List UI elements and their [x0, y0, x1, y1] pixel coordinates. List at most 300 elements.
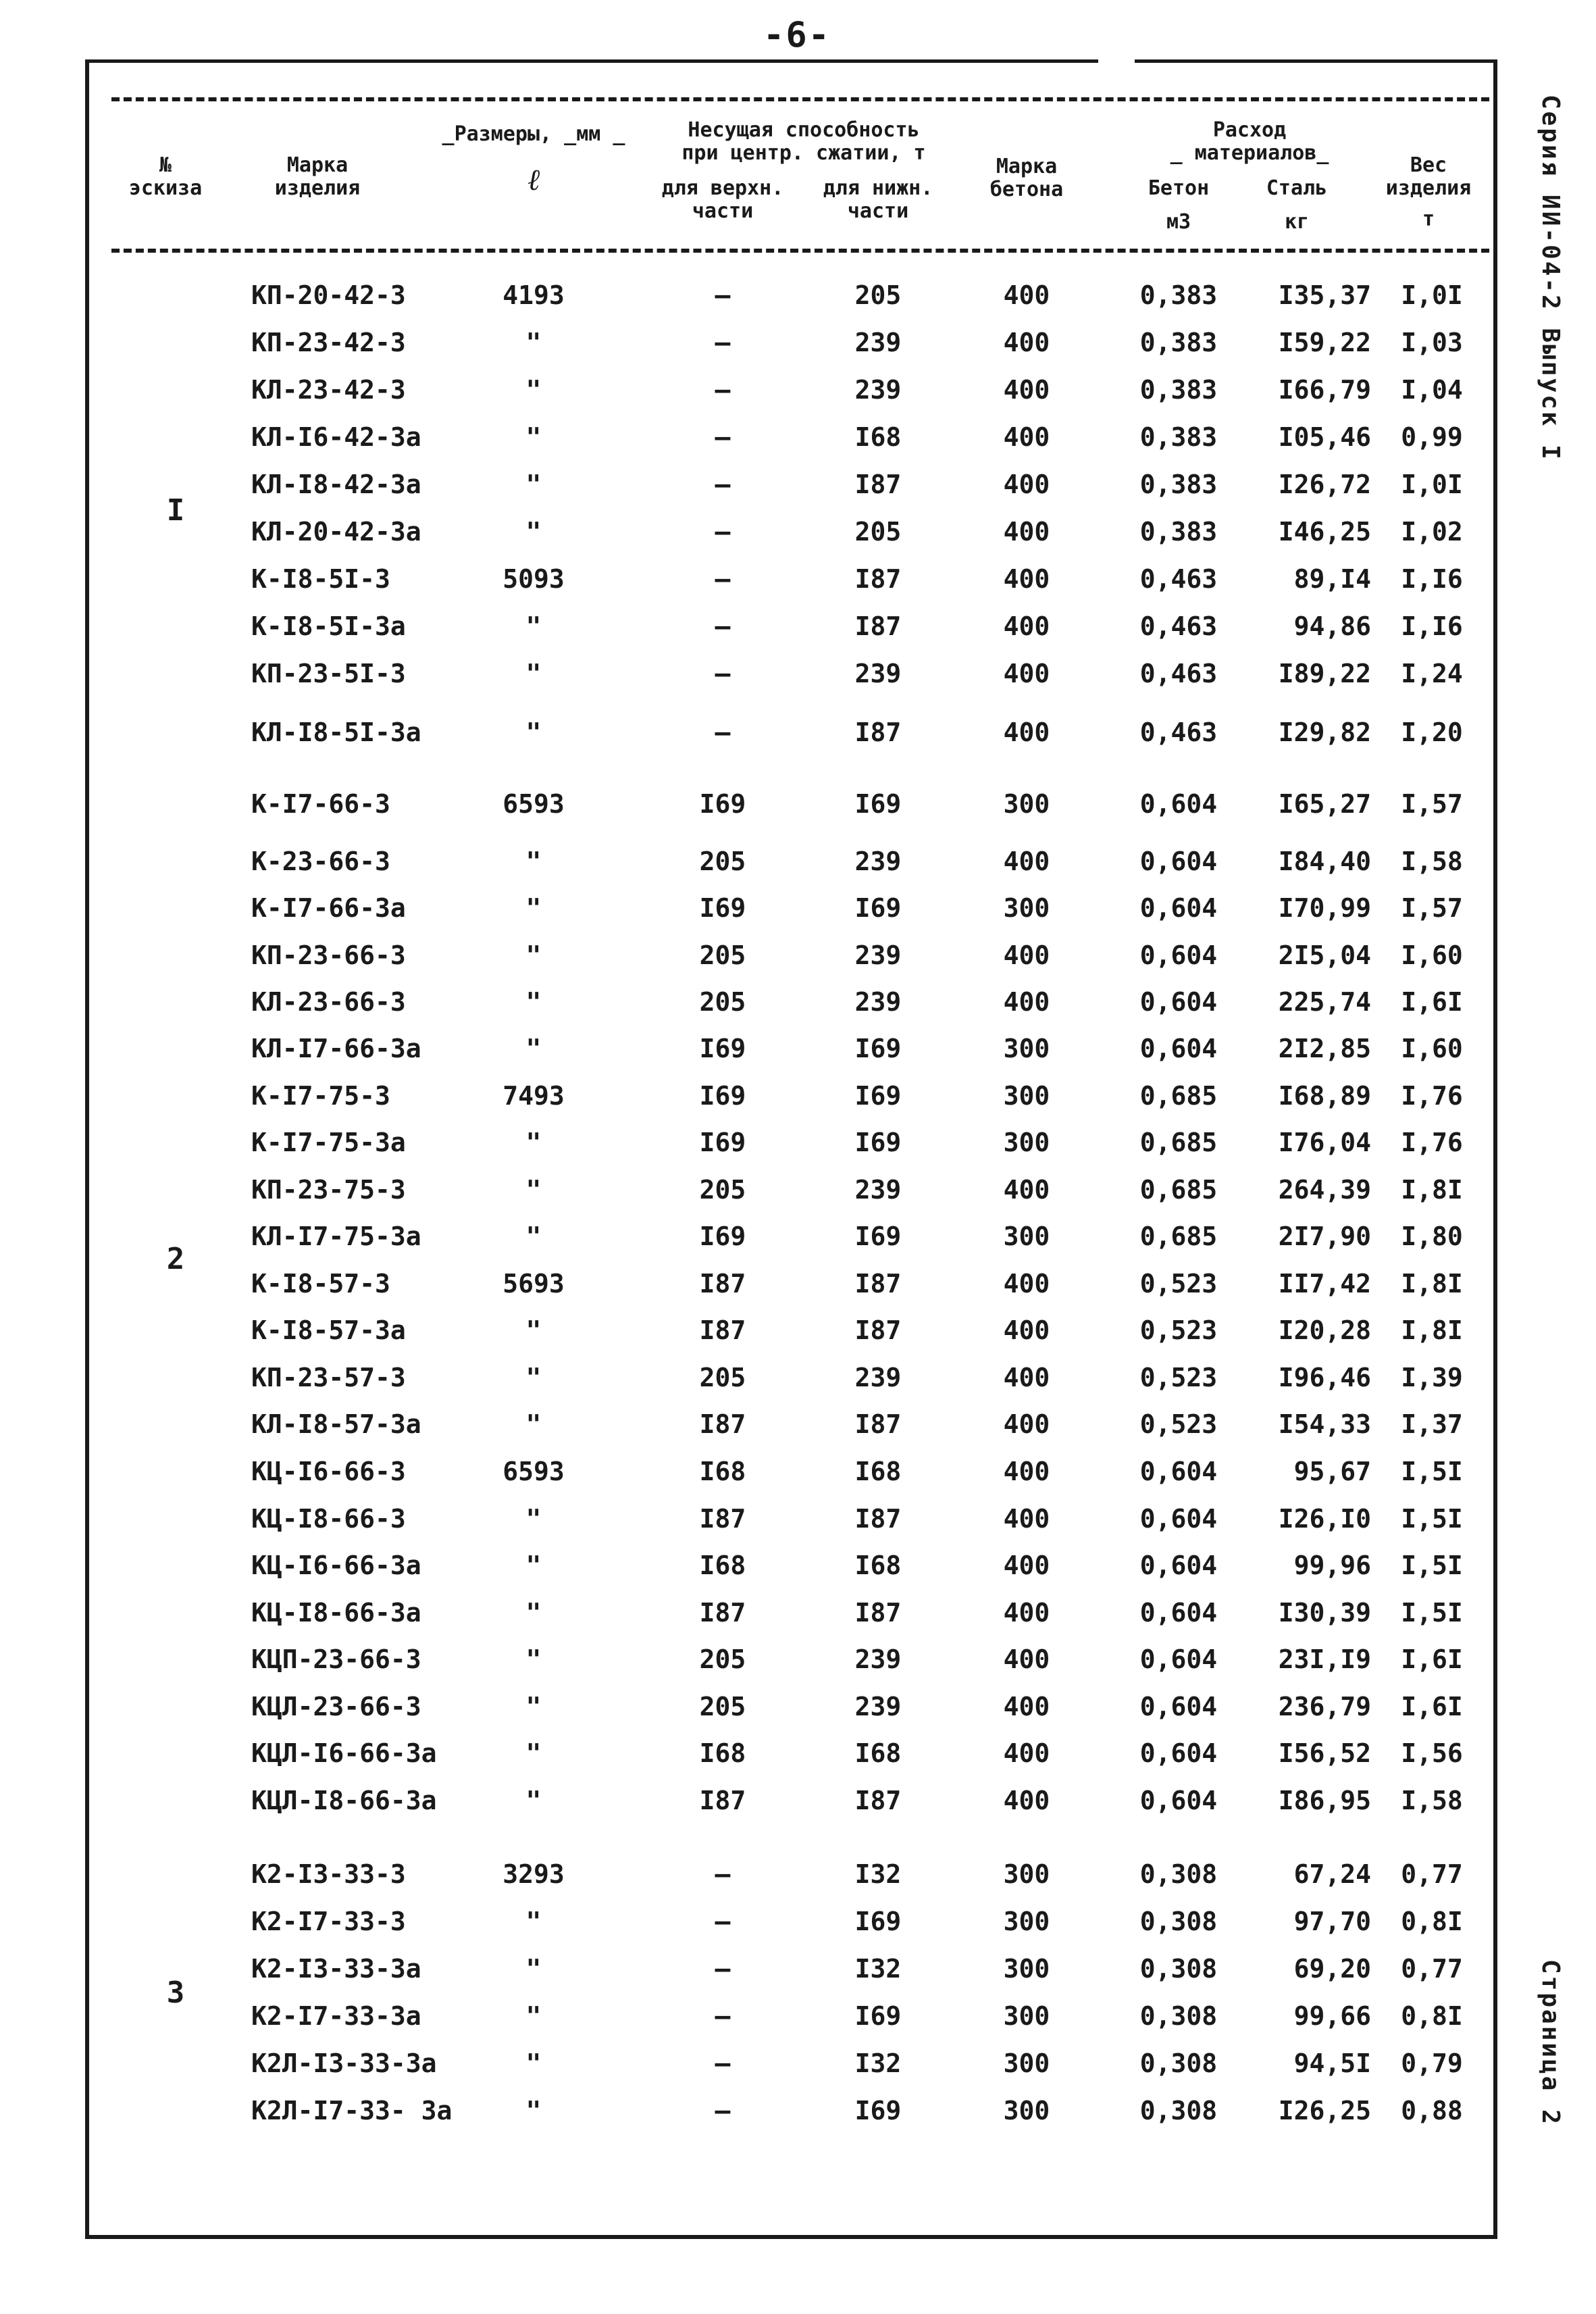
row-capacity-bottom: I69: [854, 893, 902, 923]
row-steel: I65,27: [1278, 789, 1371, 819]
row-weight: I,8I: [1401, 1315, 1463, 1345]
row-steel: 97,70: [1293, 1907, 1371, 1936]
row-length: ": [525, 517, 542, 547]
header-concrete-grade-line1: Марка: [996, 155, 1058, 178]
row-capacity-top: –: [715, 375, 731, 405]
row-steel: 264,39: [1278, 1175, 1371, 1205]
row-steel: II7,42: [1278, 1269, 1371, 1299]
row-weight: 0,88: [1401, 2096, 1463, 2126]
row-capacity-bottom: 239: [854, 1363, 902, 1392]
header-dimensions: _Размеры, _мм _: [442, 122, 625, 146]
row-concrete-grade: 300: [1003, 1859, 1050, 1889]
header-weight-line2: изделия: [1385, 176, 1472, 200]
sketch-label-1: I: [166, 493, 185, 528]
row-concrete-volume: 0,604: [1139, 1786, 1218, 1815]
row-weight: 0,8I: [1401, 1907, 1463, 1936]
row-weight: 0,77: [1401, 1954, 1463, 1984]
header-capacity: [648, 119, 959, 165]
row-concrete-grade: 400: [1003, 987, 1050, 1017]
row-concrete-volume: 0,523: [1139, 1315, 1218, 1345]
row-weight: 0,8I: [1401, 2001, 1463, 2031]
row-weight: I,39: [1401, 1363, 1463, 1392]
row-steel: 2I7,90: [1278, 1222, 1371, 1251]
row-weight: I,I6: [1401, 564, 1463, 594]
row-marka: КЦЛ-I6-66-3а: [251, 1738, 437, 1768]
row-steel: I20,28: [1278, 1315, 1371, 1345]
row-concrete-grade: 400: [1003, 659, 1050, 688]
row-capacity-bottom: I68: [854, 1551, 902, 1580]
row-capacity-bottom: I69: [854, 1034, 902, 1063]
row-marka: К-I7-66-3: [251, 789, 390, 819]
row-length: ": [525, 847, 542, 876]
row-weight: I,5I: [1401, 1457, 1463, 1486]
row-capacity-bottom: I87: [854, 1598, 902, 1628]
header-concrete-grade: [973, 155, 1081, 201]
row-weight: I,5I: [1401, 1551, 1463, 1580]
row-length: ": [525, 1175, 542, 1205]
row-concrete-grade: 400: [1003, 1786, 1050, 1815]
row-concrete-volume: 0,463: [1139, 564, 1218, 594]
row-length: ": [525, 893, 542, 923]
row-marka: КЛ-23-42-3: [251, 375, 406, 405]
row-weight: I,60: [1401, 1034, 1463, 1063]
row-steel: I35,37: [1278, 280, 1371, 310]
row-concrete-volume: 0,383: [1139, 517, 1218, 547]
row-length: ": [525, 718, 542, 747]
row-capacity-top: 205: [699, 987, 746, 1017]
row-weight: I,I6: [1401, 611, 1463, 641]
row-capacity-top: 205: [699, 1644, 746, 1674]
row-concrete-volume: 0,463: [1139, 611, 1218, 641]
row-capacity-top: I69: [699, 1081, 746, 1111]
row-marka: КП-23-75-3: [251, 1175, 406, 1205]
row-length: ": [525, 2001, 542, 2031]
row-capacity-bottom: I69: [854, 1081, 902, 1111]
row-concrete-volume: 0,685: [1139, 1175, 1218, 1205]
row-marka: КЦ-I8-66-3а: [251, 1598, 421, 1628]
row-weight: I,76: [1401, 1081, 1463, 1111]
row-concrete-volume: 0,383: [1139, 470, 1218, 499]
row-length: ": [525, 1644, 542, 1674]
row-concrete-grade: 400: [1003, 422, 1050, 452]
row-concrete-volume: 0,463: [1139, 659, 1218, 688]
header-concrete-volume-line1: Бетон: [1148, 176, 1210, 200]
row-capacity-top: I69: [699, 1034, 746, 1063]
row-capacity-top: I68: [699, 1457, 746, 1486]
row-marka: КЛ-I7-75-3а: [251, 1222, 421, 1251]
row-capacity-bottom: I68: [854, 1457, 902, 1486]
row-length: ": [525, 1692, 542, 1721]
row-capacity-bottom: I69: [854, 1222, 902, 1251]
row-marka: КЛ-23-66-3: [251, 987, 406, 1017]
row-concrete-grade: 400: [1003, 280, 1050, 310]
header-sketch-no-line1: №: [159, 153, 172, 177]
row-steel: I84,40: [1278, 847, 1371, 876]
row-marka: К2Л-I7-33- 3а: [251, 2096, 453, 2126]
row-length: ": [525, 1034, 542, 1063]
row-marka: К2-I3-33-3: [251, 1859, 406, 1889]
row-concrete-grade: 300: [1003, 1034, 1050, 1063]
row-weight: 0,99: [1401, 422, 1463, 452]
row-concrete-grade: 400: [1003, 1644, 1050, 1674]
row-concrete-grade: 400: [1003, 564, 1050, 594]
row-marka: КЛ-I8-57-3а: [251, 1409, 421, 1439]
row-marka: К-I7-75-3: [251, 1081, 390, 1111]
row-marka: КЦ-I6-66-3а: [251, 1551, 421, 1580]
header-bottom-divider: [111, 249, 1489, 253]
row-concrete-volume: 0,383: [1139, 328, 1218, 357]
row-steel: I68,89: [1278, 1081, 1371, 1111]
page-side-label: Страница 2: [1537, 1959, 1564, 2126]
row-steel: I26,25: [1278, 2096, 1371, 2126]
row-concrete-grade: 400: [1003, 847, 1050, 876]
row-concrete-grade: 400: [1003, 470, 1050, 499]
row-steel: 99,96: [1293, 1551, 1371, 1580]
row-length: 6593: [503, 789, 565, 819]
row-concrete-volume: 0,604: [1139, 1457, 1218, 1486]
row-marka: К-I8-57-3: [251, 1269, 390, 1299]
row-concrete-volume: 0,383: [1139, 422, 1218, 452]
header-top-divider: [111, 97, 1489, 101]
header-materials-line2: _ материалов_: [1170, 141, 1329, 165]
row-capacity-bottom: 239: [854, 375, 902, 405]
row-length: 3293: [503, 1859, 565, 1889]
row-steel: 236,79: [1278, 1692, 1371, 1721]
row-concrete-volume: 0,308: [1139, 2048, 1218, 2078]
row-concrete-volume: 0,604: [1139, 1692, 1218, 1721]
row-marka: К2-I7-33-3а: [251, 2001, 421, 2031]
row-steel: 2I5,04: [1278, 940, 1371, 970]
row-weight: 0,77: [1401, 1859, 1463, 1889]
row-steel: I66,79: [1278, 375, 1371, 405]
row-steel: 99,66: [1293, 2001, 1371, 2031]
row-concrete-volume: 0,308: [1139, 1907, 1218, 1936]
row-length: ": [525, 1128, 542, 1157]
row-marka: КП-23-5I-3: [251, 659, 406, 688]
header-capacity-top: [648, 177, 797, 223]
row-steel: I76,04: [1278, 1128, 1371, 1157]
header-sketch-no-line2: эскиза: [128, 176, 203, 200]
header-capacity-bottom-line1: для нижн.: [823, 176, 933, 200]
row-capacity-bottom: I87: [854, 1786, 902, 1815]
row-length: ": [525, 375, 542, 405]
row-steel: I56,52: [1278, 1738, 1371, 1768]
row-capacity-bottom: 239: [854, 1175, 902, 1205]
row-capacity-top: –: [715, 2001, 731, 2031]
row-concrete-grade: 400: [1003, 1692, 1050, 1721]
row-concrete-grade: 300: [1003, 1222, 1050, 1251]
row-capacity-top: –: [715, 718, 731, 747]
header-steel-line1: Сталь: [1266, 176, 1328, 200]
row-concrete-grade: 300: [1003, 2096, 1050, 2126]
header-marka-line1: Марка: [286, 153, 349, 177]
row-steel: I70,99: [1278, 893, 1371, 923]
row-concrete-grade: 400: [1003, 375, 1050, 405]
row-weight: I,24: [1401, 659, 1463, 688]
row-capacity-bottom: I68: [854, 422, 902, 452]
header-weight-line1: Вес: [1410, 153, 1447, 177]
row-concrete-volume: 0,604: [1139, 1598, 1218, 1628]
row-steel: 69,20: [1293, 1954, 1371, 1984]
header-capacity-bottom: [804, 177, 952, 223]
row-capacity-top: 205: [699, 940, 746, 970]
row-concrete-grade: 400: [1003, 328, 1050, 357]
row-weight: I,03: [1401, 328, 1463, 357]
row-capacity-bottom: I87: [854, 718, 902, 747]
row-steel: I96,46: [1278, 1363, 1371, 1392]
row-capacity-top: –: [715, 1859, 731, 1889]
series-side-label: Серия ИИ-04-2 Выпуск I: [1537, 95, 1564, 461]
row-capacity-bottom: I69: [854, 2001, 902, 2031]
row-capacity-top: I87: [699, 1786, 746, 1815]
row-concrete-grade: 400: [1003, 1738, 1050, 1768]
row-length: ": [525, 659, 542, 688]
row-capacity-top: –: [715, 564, 731, 594]
row-concrete-grade: 300: [1003, 2048, 1050, 2078]
row-marka: КЛ-I7-66-3а: [251, 1034, 421, 1063]
row-capacity-top: I69: [699, 1222, 746, 1251]
row-length: ": [525, 1315, 542, 1345]
row-capacity-top: –: [715, 2096, 731, 2126]
row-steel: I29,82: [1278, 718, 1371, 747]
row-concrete-grade: 400: [1003, 940, 1050, 970]
row-concrete-grade: 300: [1003, 789, 1050, 819]
row-weight: I,57: [1401, 789, 1463, 819]
row-capacity-bottom: 239: [854, 847, 902, 876]
row-marka: КЦ-I6-66-3: [251, 1457, 406, 1486]
row-capacity-bottom: I87: [854, 470, 902, 499]
row-capacity-bottom: 239: [854, 328, 902, 357]
row-concrete-grade: 400: [1003, 611, 1050, 641]
row-concrete-volume: 0,604: [1139, 1644, 1218, 1674]
row-concrete-grade: 400: [1003, 1315, 1050, 1345]
row-capacity-bottom: I87: [854, 564, 902, 594]
header-materials-line1: Расход: [1212, 118, 1287, 142]
row-weight: I,5I: [1401, 1504, 1463, 1534]
header-materials: [1114, 119, 1385, 165]
row-length: ": [525, 987, 542, 1017]
row-concrete-grade: 400: [1003, 1409, 1050, 1439]
row-capacity-top: I87: [699, 1504, 746, 1534]
row-concrete-volume: 0,604: [1139, 893, 1218, 923]
row-weight: 0,79: [1401, 2048, 1463, 2078]
row-concrete-volume: 0,523: [1139, 1363, 1218, 1392]
row-weight: I,6I: [1401, 1644, 1463, 1674]
row-capacity-top: –: [715, 470, 731, 499]
row-weight: I,04: [1401, 375, 1463, 405]
row-capacity-top: I68: [699, 1738, 746, 1768]
row-steel: I54,33: [1278, 1409, 1371, 1439]
row-length: ": [525, 1504, 542, 1534]
row-concrete-volume: 0,604: [1139, 847, 1218, 876]
row-capacity-top: I69: [699, 893, 746, 923]
row-capacity-bottom: I87: [854, 1504, 902, 1534]
row-concrete-volume: 0,685: [1139, 1081, 1218, 1111]
header-concrete-volume: [1118, 177, 1239, 234]
row-length: ": [525, 940, 542, 970]
row-length: ": [525, 1907, 542, 1936]
row-capacity-bottom: I69: [854, 1907, 902, 1936]
row-length: 6593: [503, 1457, 565, 1486]
row-concrete-grade: 400: [1003, 718, 1050, 747]
row-capacity-bottom: I32: [854, 1954, 902, 1984]
row-concrete-grade: 400: [1003, 1175, 1050, 1205]
row-marka: КЦЛ-23-66-3: [251, 1692, 421, 1721]
row-marka: КП-20-42-3: [251, 280, 406, 310]
row-capacity-bottom: I69: [854, 2096, 902, 2126]
row-capacity-top: 205: [699, 1692, 746, 1721]
row-concrete-grade: 400: [1003, 1269, 1050, 1299]
row-marka: КП-23-66-3: [251, 940, 406, 970]
row-weight: I,37: [1401, 1409, 1463, 1439]
row-length: 5693: [503, 1269, 565, 1299]
row-capacity-top: 205: [699, 1363, 746, 1392]
row-steel: 94,86: [1293, 611, 1371, 641]
row-capacity-top: –: [715, 611, 731, 641]
row-marka: КП-23-57-3: [251, 1363, 406, 1392]
row-concrete-grade: 400: [1003, 1551, 1050, 1580]
row-concrete-volume: 0,604: [1139, 1738, 1218, 1768]
row-capacity-top: –: [715, 328, 731, 357]
header-steel-line2: кг: [1284, 210, 1310, 234]
row-capacity-top: –: [715, 1907, 731, 1936]
row-marka: КЛ-I8-5I-3а: [251, 718, 421, 747]
row-weight: I,0I: [1401, 470, 1463, 499]
header-weight-line3: т: [1422, 207, 1435, 231]
row-steel: 89,I4: [1293, 564, 1371, 594]
row-weight: I,0I: [1401, 280, 1463, 310]
row-steel: 95,67: [1293, 1457, 1371, 1486]
row-length: ": [525, 1954, 542, 1984]
row-marka: КП-23-42-3: [251, 328, 406, 357]
row-length: ": [525, 470, 542, 499]
row-capacity-bottom: 239: [854, 1644, 902, 1674]
row-marka: КЛ-20-42-3а: [251, 517, 421, 547]
page-number: -6-: [763, 15, 831, 55]
row-steel: I46,25: [1278, 517, 1371, 547]
row-concrete-grade: 300: [1003, 1081, 1050, 1111]
row-length: ": [525, 2096, 542, 2126]
header-concrete-grade-line2: бетона: [989, 178, 1064, 201]
row-concrete-grade: 300: [1003, 1907, 1050, 1936]
row-capacity-bottom: 239: [854, 940, 902, 970]
sketch-label-2: 2: [166, 1242, 185, 1276]
row-steel: I30,39: [1278, 1598, 1371, 1628]
row-steel: I89,22: [1278, 659, 1371, 688]
row-length: 5093: [503, 564, 565, 594]
row-steel: I26,72: [1278, 470, 1371, 499]
row-capacity-bottom: 239: [854, 1692, 902, 1721]
row-length: ": [525, 1363, 542, 1392]
row-length: 7493: [503, 1081, 565, 1111]
row-capacity-top: 205: [699, 1175, 746, 1205]
row-marka: К-I8-5I-3: [251, 564, 390, 594]
header-capacity-top-line1: для верхн.: [661, 176, 784, 200]
header-marka-line2: изделия: [274, 176, 361, 200]
row-concrete-grade: 400: [1003, 517, 1050, 547]
row-capacity-bottom: I87: [854, 1315, 902, 1345]
row-length: ": [525, 1409, 542, 1439]
header-capacity-line1: Несущая способность: [688, 118, 920, 142]
row-capacity-top: –: [715, 422, 731, 452]
row-weight: I,02: [1401, 517, 1463, 547]
row-steel: I86,95: [1278, 1786, 1371, 1815]
row-capacity-top: I87: [699, 1269, 746, 1299]
row-capacity-bottom: I32: [854, 1859, 902, 1889]
row-capacity-top: I69: [699, 1128, 746, 1157]
row-steel: 2I2,85: [1278, 1034, 1371, 1063]
row-weight: I,80: [1401, 1222, 1463, 1251]
header-steel: [1236, 177, 1358, 234]
row-weight: I,6I: [1401, 987, 1463, 1017]
row-weight: I,60: [1401, 940, 1463, 970]
row-marka: К-I7-66-3а: [251, 893, 406, 923]
row-capacity-top: –: [715, 280, 731, 310]
row-capacity-top: –: [715, 659, 731, 688]
row-concrete-volume: 0,383: [1139, 280, 1218, 310]
header-weight: [1364, 154, 1493, 231]
row-steel: 23I,I9: [1278, 1644, 1371, 1674]
row-concrete-volume: 0,604: [1139, 987, 1218, 1017]
row-weight: I,20: [1401, 718, 1463, 747]
row-capacity-bottom: I87: [854, 1409, 902, 1439]
row-length: ": [525, 611, 542, 641]
header-sketch-no: [115, 154, 216, 200]
row-concrete-volume: 0,523: [1139, 1409, 1218, 1439]
row-length: ": [525, 328, 542, 357]
row-steel: 94,5I: [1293, 2048, 1371, 2078]
row-concrete-grade: 400: [1003, 1598, 1050, 1628]
row-length: ": [525, 1598, 542, 1628]
header-concrete-volume-line2: м3: [1166, 210, 1191, 234]
row-weight: I,58: [1401, 847, 1463, 876]
row-concrete-grade: 300: [1003, 1954, 1050, 1984]
row-capacity-bottom: I32: [854, 2048, 902, 2078]
header-length-symbol: ℓ: [527, 163, 540, 197]
row-capacity-bottom: I69: [854, 1128, 902, 1157]
row-capacity-bottom: I68: [854, 1738, 902, 1768]
row-concrete-grade: 300: [1003, 2001, 1050, 2031]
row-concrete-volume: 0,604: [1139, 1034, 1218, 1063]
row-weight: I,8I: [1401, 1175, 1463, 1205]
row-capacity-top: I69: [699, 789, 746, 819]
row-marka: КЛ-I6-42-3а: [251, 422, 421, 452]
row-length: ": [525, 1222, 542, 1251]
row-capacity-bottom: I87: [854, 1269, 902, 1299]
row-concrete-grade: 300: [1003, 1128, 1050, 1157]
row-capacity-top: –: [715, 1954, 731, 1984]
row-weight: I,8I: [1401, 1269, 1463, 1299]
row-steel: 67,24: [1293, 1859, 1371, 1889]
row-marka: К-23-66-3: [251, 847, 390, 876]
row-weight: I,56: [1401, 1738, 1463, 1768]
row-capacity-bottom: 205: [854, 517, 902, 547]
row-marka: К2-I3-33-3а: [251, 1954, 421, 1984]
row-capacity-top: I68: [699, 1551, 746, 1580]
row-concrete-volume: 0,604: [1139, 1551, 1218, 1580]
row-weight: I,5I: [1401, 1598, 1463, 1628]
row-capacity-bottom: 239: [854, 987, 902, 1017]
row-capacity-bottom: 205: [854, 280, 902, 310]
row-marka: К-I7-75-3а: [251, 1128, 406, 1157]
row-marka: КЦ-I8-66-3: [251, 1504, 406, 1534]
row-marka: КЦЛ-I8-66-3а: [251, 1786, 437, 1815]
row-capacity-top: –: [715, 2048, 731, 2078]
row-concrete-volume: 0,308: [1139, 1859, 1218, 1889]
row-capacity-top: 205: [699, 847, 746, 876]
row-capacity-bottom: 239: [854, 659, 902, 688]
row-weight: I,76: [1401, 1128, 1463, 1157]
